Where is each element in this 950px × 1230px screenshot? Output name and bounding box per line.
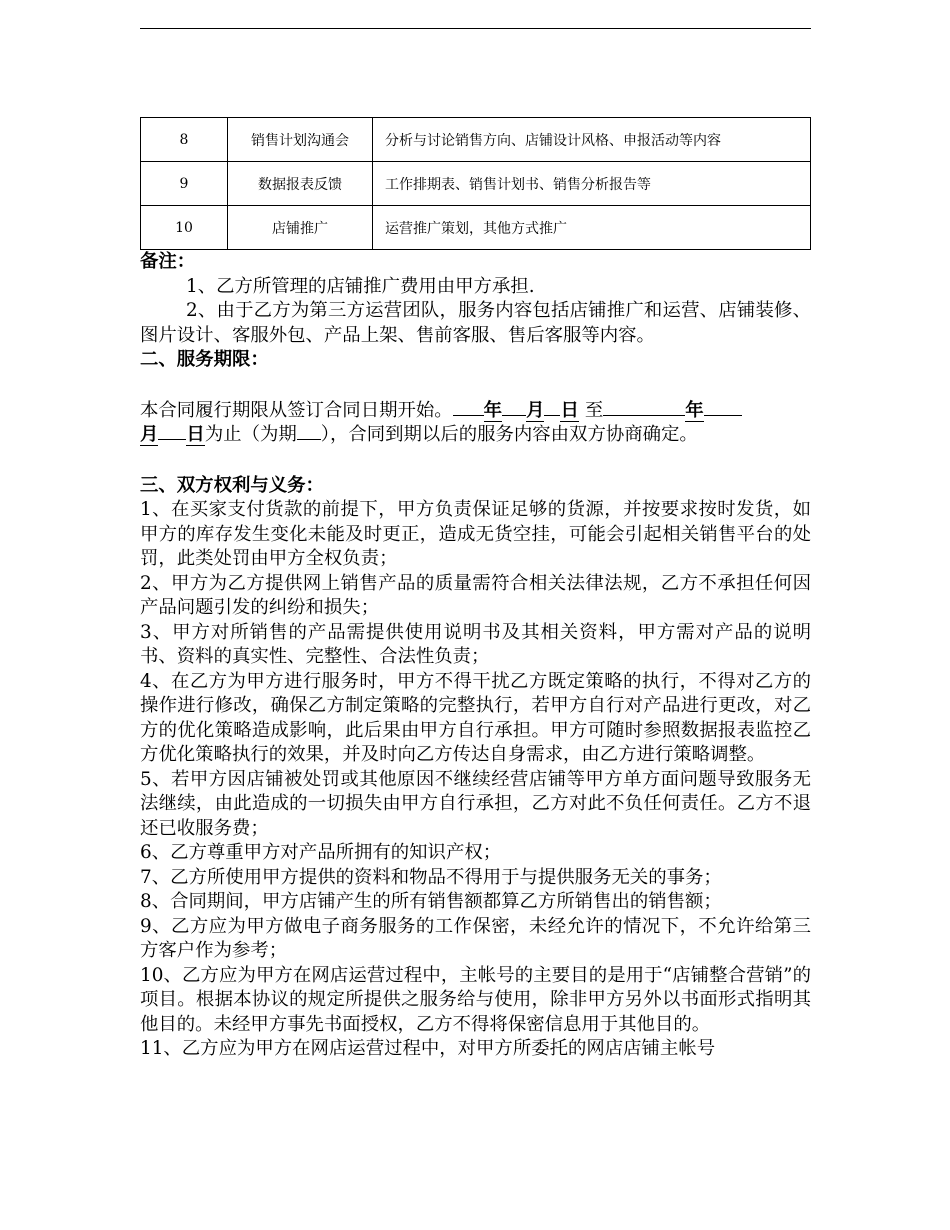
rights-item: 1、在买家支付货款的前提下，甲方负责保证足够的货源，并按要求按时发货，如甲方的库存发生变化未能及时更正，造成无货空挂，可能会引起相关销售平台的处罚，此类处罚由甲方全权负责； [140, 499, 811, 569]
blank-duration [297, 439, 321, 440]
term-text-before: 本合同履行期限从签订合同日期开始。 [140, 399, 453, 421]
table-row [141, 118, 811, 162]
service-name: 店铺推广 [228, 206, 373, 250]
row-number: 9 [141, 162, 228, 206]
to-label: 至 [584, 399, 604, 421]
remarks-heading: 备注： [140, 251, 196, 272]
rights-item: 11、乙方应为甲方在网店运营过程中，对甲方所委托的网店店铺主帐号 [140, 1038, 716, 1059]
end-month: 月 [140, 424, 159, 445]
service-description: 运营推广策划，其他方式推广 [373, 206, 811, 250]
blank [704, 415, 742, 416]
term-text [140, 399, 811, 448]
rights-item: 3、甲方对所销售的产品需提供使用说明书及其相关资料，甲方需对产品的说明书、资料的真实性、完整性、合法性负责； [140, 621, 811, 667]
remark-item: 2、由于乙方为第三方运营团队，服务内容包括店铺推广和运营、店铺装修、图片设计、客服外包、产品上架、售前客服、售后客服等内容。 [140, 300, 811, 346]
term-text-after: ），合同到期以后的服务内容由双方协商确定。 [320, 424, 698, 445]
service-description: 工作排期表、销售计划书、销售分析报告等 [373, 162, 811, 206]
blank [158, 439, 186, 440]
rights-item: 8、合同期间，甲方店铺产生的所有销售额都算乙方所销售出的销售额； [140, 891, 722, 912]
service-name: 销售计划沟通会 [228, 118, 373, 162]
rights-item: 10、乙方应为甲方在网店运营过程中，主帐号的主要目的是用于“店铺整合营销”的项目。根据本协议的规定所提供之服务给与使用，除非甲方另外以书面形式指明其他目的。未经甲方事先书面授权，乙方不得将保密信息用于其他目的。 [140, 964, 811, 1035]
start-year: 年 [483, 399, 503, 421]
end-day: 日 [186, 424, 205, 445]
blank [502, 415, 526, 416]
row-number: 8 [141, 118, 228, 162]
blank [544, 415, 560, 416]
term-heading: 二、服务期限： [140, 349, 269, 370]
service-description: 分析与讨论销售方向、店铺设计风格、申报活动等内容 [373, 118, 811, 162]
blank [603, 415, 685, 416]
table-row [141, 162, 811, 206]
blank [453, 415, 484, 416]
rights-item: 2、甲方为乙方提供网上销售产品的质量需符合相关法律法规，乙方不承担任何因产品问题引发的纠纷和损失； [140, 572, 811, 618]
term-text-mid: 为止（为期 [204, 424, 297, 445]
rights-item: 7、乙方所使用甲方提供的资料和物品不得用于与提供服务无关的事务； [140, 866, 722, 888]
rights-heading: 三、双方权利与义务： [140, 474, 324, 496]
service-table [140, 117, 811, 250]
start-day: 日 [560, 399, 579, 421]
header-rule [140, 28, 811, 29]
rights-item: 4、在乙方为甲方进行服务时，甲方不得干扰乙方既定策略的执行，不得对乙方的操作进行修改，确保乙方制定策略的完整执行，若甲方自行对产品进行更改，对乙方的优化策略造成影响，此后果由甲方自行承担。甲方可随时参照数据报表监控乙方优化策略执行的效果，并及时向乙方传达自身需求，由乙方进行策略调整。 [140, 670, 811, 765]
service-name: 数据报表反馈 [228, 162, 373, 206]
table-row [141, 206, 811, 250]
rights-item: 6、乙方尊重甲方对产品所拥有的知识产权； [140, 842, 502, 863]
contract-body [140, 250, 811, 1062]
end-year: 年 [685, 399, 704, 421]
rights-item: 9、乙方应为甲方做电子商务服务的工作保密，未经允许的情况下，不允许给第三方客户作为参考； [140, 915, 811, 961]
start-month: 月 [526, 399, 545, 421]
row-number: 10 [141, 206, 228, 250]
rights-item: 5、若甲方因店铺被处罚或其他原因不继续经营店铺等甲方单方面问题导致服务无法继续，由此造成的一切损失由甲方自行承担，乙方对此不负任何责任。乙方不退还已收服务费； [140, 768, 811, 839]
remark-item: 1、乙方所管理的店铺推广费用由甲方承担. [186, 275, 535, 297]
